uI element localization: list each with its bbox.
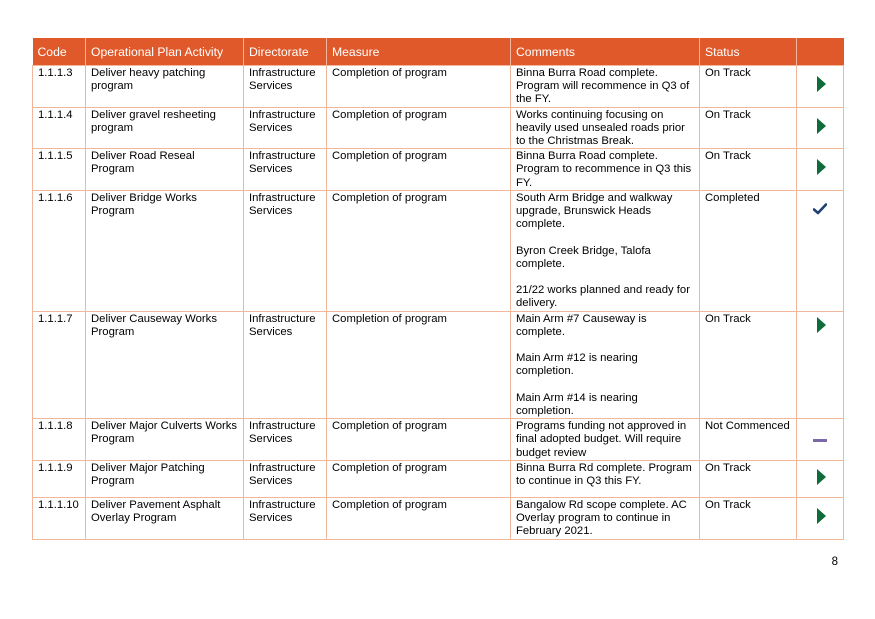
header-comments: Comments	[511, 38, 700, 66]
cell-status-icon	[797, 460, 844, 497]
cell-activity: Deliver Bridge Works Program	[86, 190, 244, 311]
cell-code: 1.1.1.5	[33, 149, 86, 191]
play-triangle-icon	[817, 118, 826, 134]
cell-directorate: Infrastructure Services	[244, 107, 327, 149]
cell-status-icon	[797, 149, 844, 191]
play-triangle-icon	[817, 508, 826, 524]
cell-code: 1.1.1.3	[33, 66, 86, 108]
cell-status: On Track	[700, 107, 797, 149]
cell-activity: Deliver heavy patching program	[86, 66, 244, 108]
table-row	[33, 66, 844, 108]
cell-directorate: Infrastructure Services	[244, 460, 327, 497]
cell-directorate: Infrastructure Services	[244, 66, 327, 108]
cell-status: Completed	[700, 190, 797, 311]
cell-measure: Completion of program	[327, 497, 511, 539]
table-row	[33, 460, 844, 497]
cell-status-icon	[797, 311, 844, 419]
table-row	[33, 419, 844, 461]
header-status: Status	[700, 38, 797, 66]
table-row	[33, 107, 844, 149]
cell-measure: Completion of program	[327, 190, 511, 311]
cell-status-icon	[797, 107, 844, 149]
cell-code: 1.1.1.8	[33, 419, 86, 461]
cell-measure: Completion of program	[327, 311, 511, 419]
cell-directorate: Infrastructure Services	[244, 419, 327, 461]
cell-status: Not Commenced	[700, 419, 797, 461]
cell-comments: Bangalow Rd scope complete. AC Overlay program to continue in February 2021.	[511, 497, 700, 539]
cell-status-icon	[797, 66, 844, 108]
table-row	[33, 149, 844, 191]
cell-comments: Binna Burra Road complete. Program will recommence in Q3 of the FY.	[511, 66, 700, 108]
cell-status: On Track	[700, 311, 797, 419]
cell-comments: Main Arm #7 Causeway is complete. Main Arm #12 is nearing completion. Main Arm #14 is nearing completion.	[511, 311, 700, 419]
checkmark-icon	[813, 203, 827, 215]
cell-status-icon	[797, 419, 844, 461]
dash-icon	[813, 439, 827, 442]
cell-comments: Binna Burra Road complete. Program to recommence in Q3 this FY.	[511, 149, 700, 191]
cell-activity: Deliver gravel resheeting program	[86, 107, 244, 149]
cell-status-icon	[797, 497, 844, 539]
play-triangle-icon	[817, 317, 826, 333]
cell-comments: Programs funding not approved in final adopted budget. Will require budget review	[511, 419, 700, 461]
cell-code: 1.1.1.4	[33, 107, 86, 149]
table-row	[33, 497, 844, 539]
cell-status: On Track	[700, 460, 797, 497]
cell-code: 1.1.1.9	[33, 460, 86, 497]
cell-code: 1.1.1.7	[33, 311, 86, 419]
header-directorate: Directorate	[244, 38, 327, 66]
cell-activity: Deliver Road Reseal Program	[86, 149, 244, 191]
operational-plan-table	[32, 38, 844, 540]
cell-activity: Deliver Causeway Works Program	[86, 311, 244, 419]
cell-status: On Track	[700, 66, 797, 108]
cell-measure: Completion of program	[327, 107, 511, 149]
cell-directorate: Infrastructure Services	[244, 149, 327, 191]
cell-status: On Track	[700, 497, 797, 539]
cell-comments: Binna Burra Rd complete. Program to continue in Q3 this FY.	[511, 460, 700, 497]
play-triangle-icon	[817, 76, 826, 92]
table-row	[33, 190, 844, 311]
play-triangle-icon	[817, 469, 826, 485]
cell-status: On Track	[700, 149, 797, 191]
header-activity: Operational Plan Activity	[86, 38, 244, 66]
cell-measure: Completion of program	[327, 66, 511, 108]
cell-activity: Deliver Major Culverts Works Program	[86, 419, 244, 461]
cell-measure: Completion of program	[327, 419, 511, 461]
cell-code: 1.1.1.6	[33, 190, 86, 311]
cell-measure: Completion of program	[327, 149, 511, 191]
table-row	[33, 311, 844, 419]
header-code: Code	[33, 38, 86, 66]
header-measure: Measure	[327, 38, 511, 66]
page-number: 8	[831, 556, 838, 568]
cell-comments: Works continuing focusing on heavily used unsealed roads prior to the Christmas Break.	[511, 107, 700, 149]
header-status-icon	[797, 38, 844, 66]
cell-code: 1.1.1.10	[33, 497, 86, 539]
cell-activity: Deliver Major Patching Program	[86, 460, 244, 497]
cell-measure: Completion of program	[327, 460, 511, 497]
cell-status-icon	[797, 190, 844, 311]
cell-directorate: Infrastructure Services	[244, 497, 327, 539]
table-header-row	[33, 38, 844, 66]
cell-directorate: Infrastructure Services	[244, 190, 327, 311]
play-triangle-icon	[817, 159, 826, 175]
cell-directorate: Infrastructure Services	[244, 311, 327, 419]
cell-comments: South Arm Bridge and walkway upgrade, Brunswick Heads complete. Byron Creek Bridge, Talofa complete. 21/22 works planned and ready for delivery.	[511, 190, 700, 311]
cell-activity: Deliver Pavement Asphalt Overlay Program	[86, 497, 244, 539]
